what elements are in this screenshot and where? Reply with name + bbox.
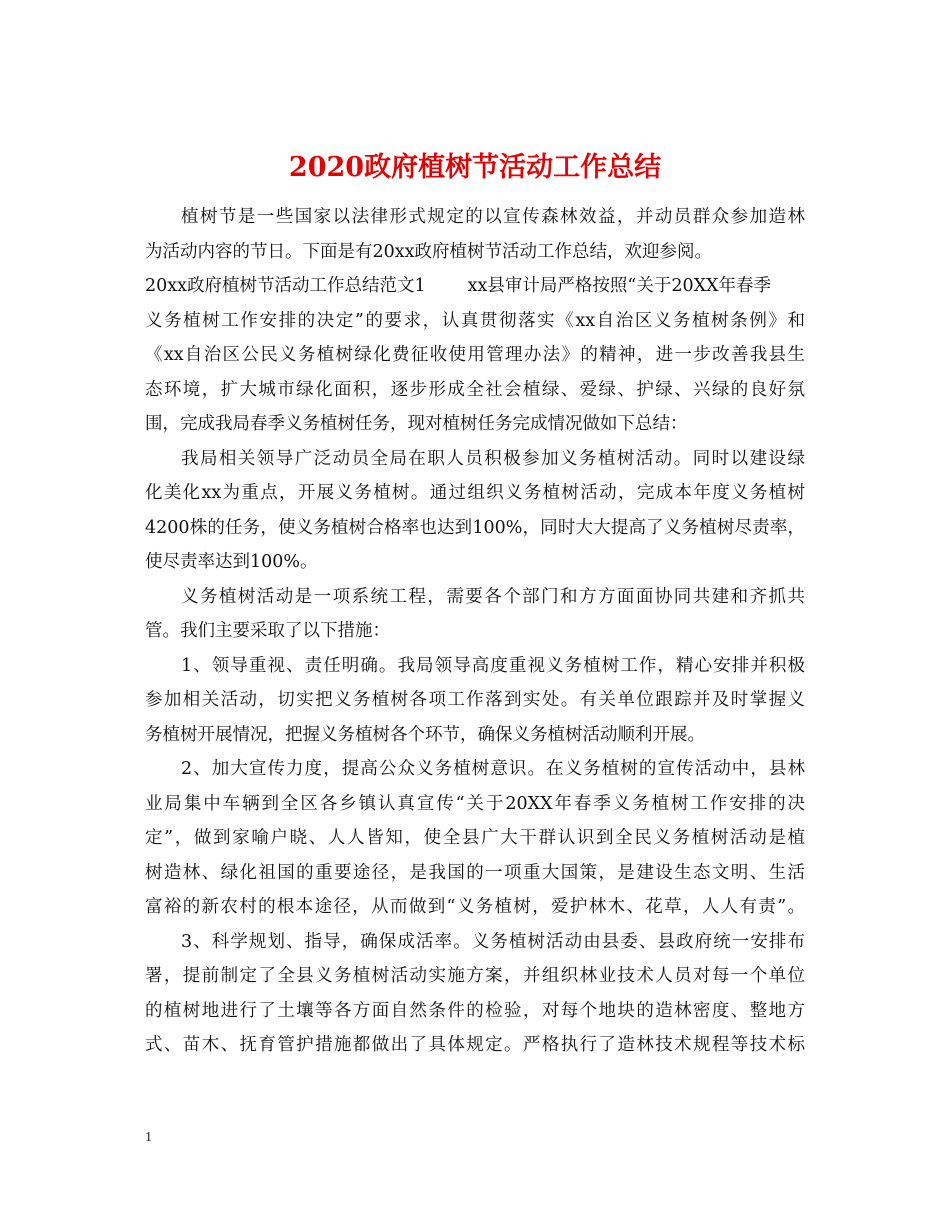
text-line: 为活动内容的节日。下面是有20xx政府植树节活动工作总结，欢迎参阅。 — [145, 241, 713, 262]
sample-heading: 20xx政府植树节活动工作总结范文1 — [145, 276, 426, 296]
text-line: 义务植树活动是一项系统工程，需要各个部门和方方面面协同共建和齐抓共 — [181, 586, 805, 607]
text-line: 务植树开展情况，把握义务植树各个环节，确保义务植树活动顺利开展。 — [145, 724, 705, 745]
text-line: 我局相关领导广泛动员全局在职人员积极参加义务植树活动。同时以建设绿 — [181, 448, 805, 469]
text-line-composite — [145, 269, 805, 304]
text-line: 化美化xx为重点，开展义务植树。通过组织义务植树活动，完成本年度义务植树 — [145, 483, 805, 503]
text-segment: xx县审计局严格按照“关于20XX年春季 — [467, 276, 772, 296]
text-line: 2、加大宣传力度，提高公众义务植树意识。在义务植树的宣传活动中，县林 — [181, 759, 805, 779]
text-line: 树造林、绿化祖国的重要途径，是我国的一项重大国策，是建设生态文明、生活 — [145, 862, 805, 883]
text-line: 使尽责率达到100%。 — [145, 552, 318, 572]
text-line: 署，提前制定了全县义务植树活动实施方案，并组织林业技术人员对每一个单位 — [145, 966, 805, 986]
text-line: 围，完成我局春季义务植树任务，现对植树任务完成情况做如下总结： — [145, 414, 688, 434]
text-line: 义务植树工作安排的决定”的要求，认真贯彻落实《xx自治区义务植树条例》和 — [145, 310, 805, 331]
text-line: 业局集中车辆到全区各乡镇认真宣传“关于20XX年春季义务植树工作安排的决 — [145, 793, 805, 814]
text-line: 参加相关活动，切实把义务植树各项工作落到实处。有关单位跟踪并及时掌握义 — [145, 690, 805, 710]
text-line: 植树节是一些国家以法律形式规定的以宣传森林效益，并动员群众参加造林 — [181, 207, 805, 227]
text-line: 式、苗木、抚育管护措施都做出了具体规定。严格执行了造林技术规程等技术标 — [145, 1035, 805, 1055]
document-title: 2020政府植树节活动工作总结 — [288, 152, 662, 184]
document-body — [145, 200, 805, 1063]
text-line: 1、领导重视、责任明确。我局领导高度重视义务植树工作，精心安排并积极 — [181, 655, 805, 676]
text-line: 3、科学规划、指导，确保成活率。义务植树活动由县委、县政府统一安排布 — [181, 931, 805, 952]
text-line: 《xx自治区公民义务植树绿化费征收使用管理办法》的精神，进一步改善我县生 — [145, 345, 805, 365]
text-line: 管。我们主要采取了以下措施： — [145, 621, 390, 641]
text-line: 定”，做到家喻户晓、人人皆知，使全县广大干群认识到全民义务植树活动是植 — [145, 828, 805, 848]
text-line: 4200株的任务，使义务植树合格率也达到100%，同时大大提高了义务植树尽责率， — [145, 517, 805, 538]
page-number: 1 — [145, 1130, 152, 1145]
text-line: 态环境，扩大城市绿化面积，逐步形成全社会植绿、爱绿、护绿、兴绿的良好氛 — [145, 379, 805, 400]
text-line: 富裕的新农村的根本途径，从而做到“义务植树，爱护林木、花草，人人有责”。 — [145, 897, 805, 917]
text-line: 的植树地进行了土壤等各方面自然条件的检验，对每个地块的造林密度、整地方 — [145, 1000, 805, 1021]
